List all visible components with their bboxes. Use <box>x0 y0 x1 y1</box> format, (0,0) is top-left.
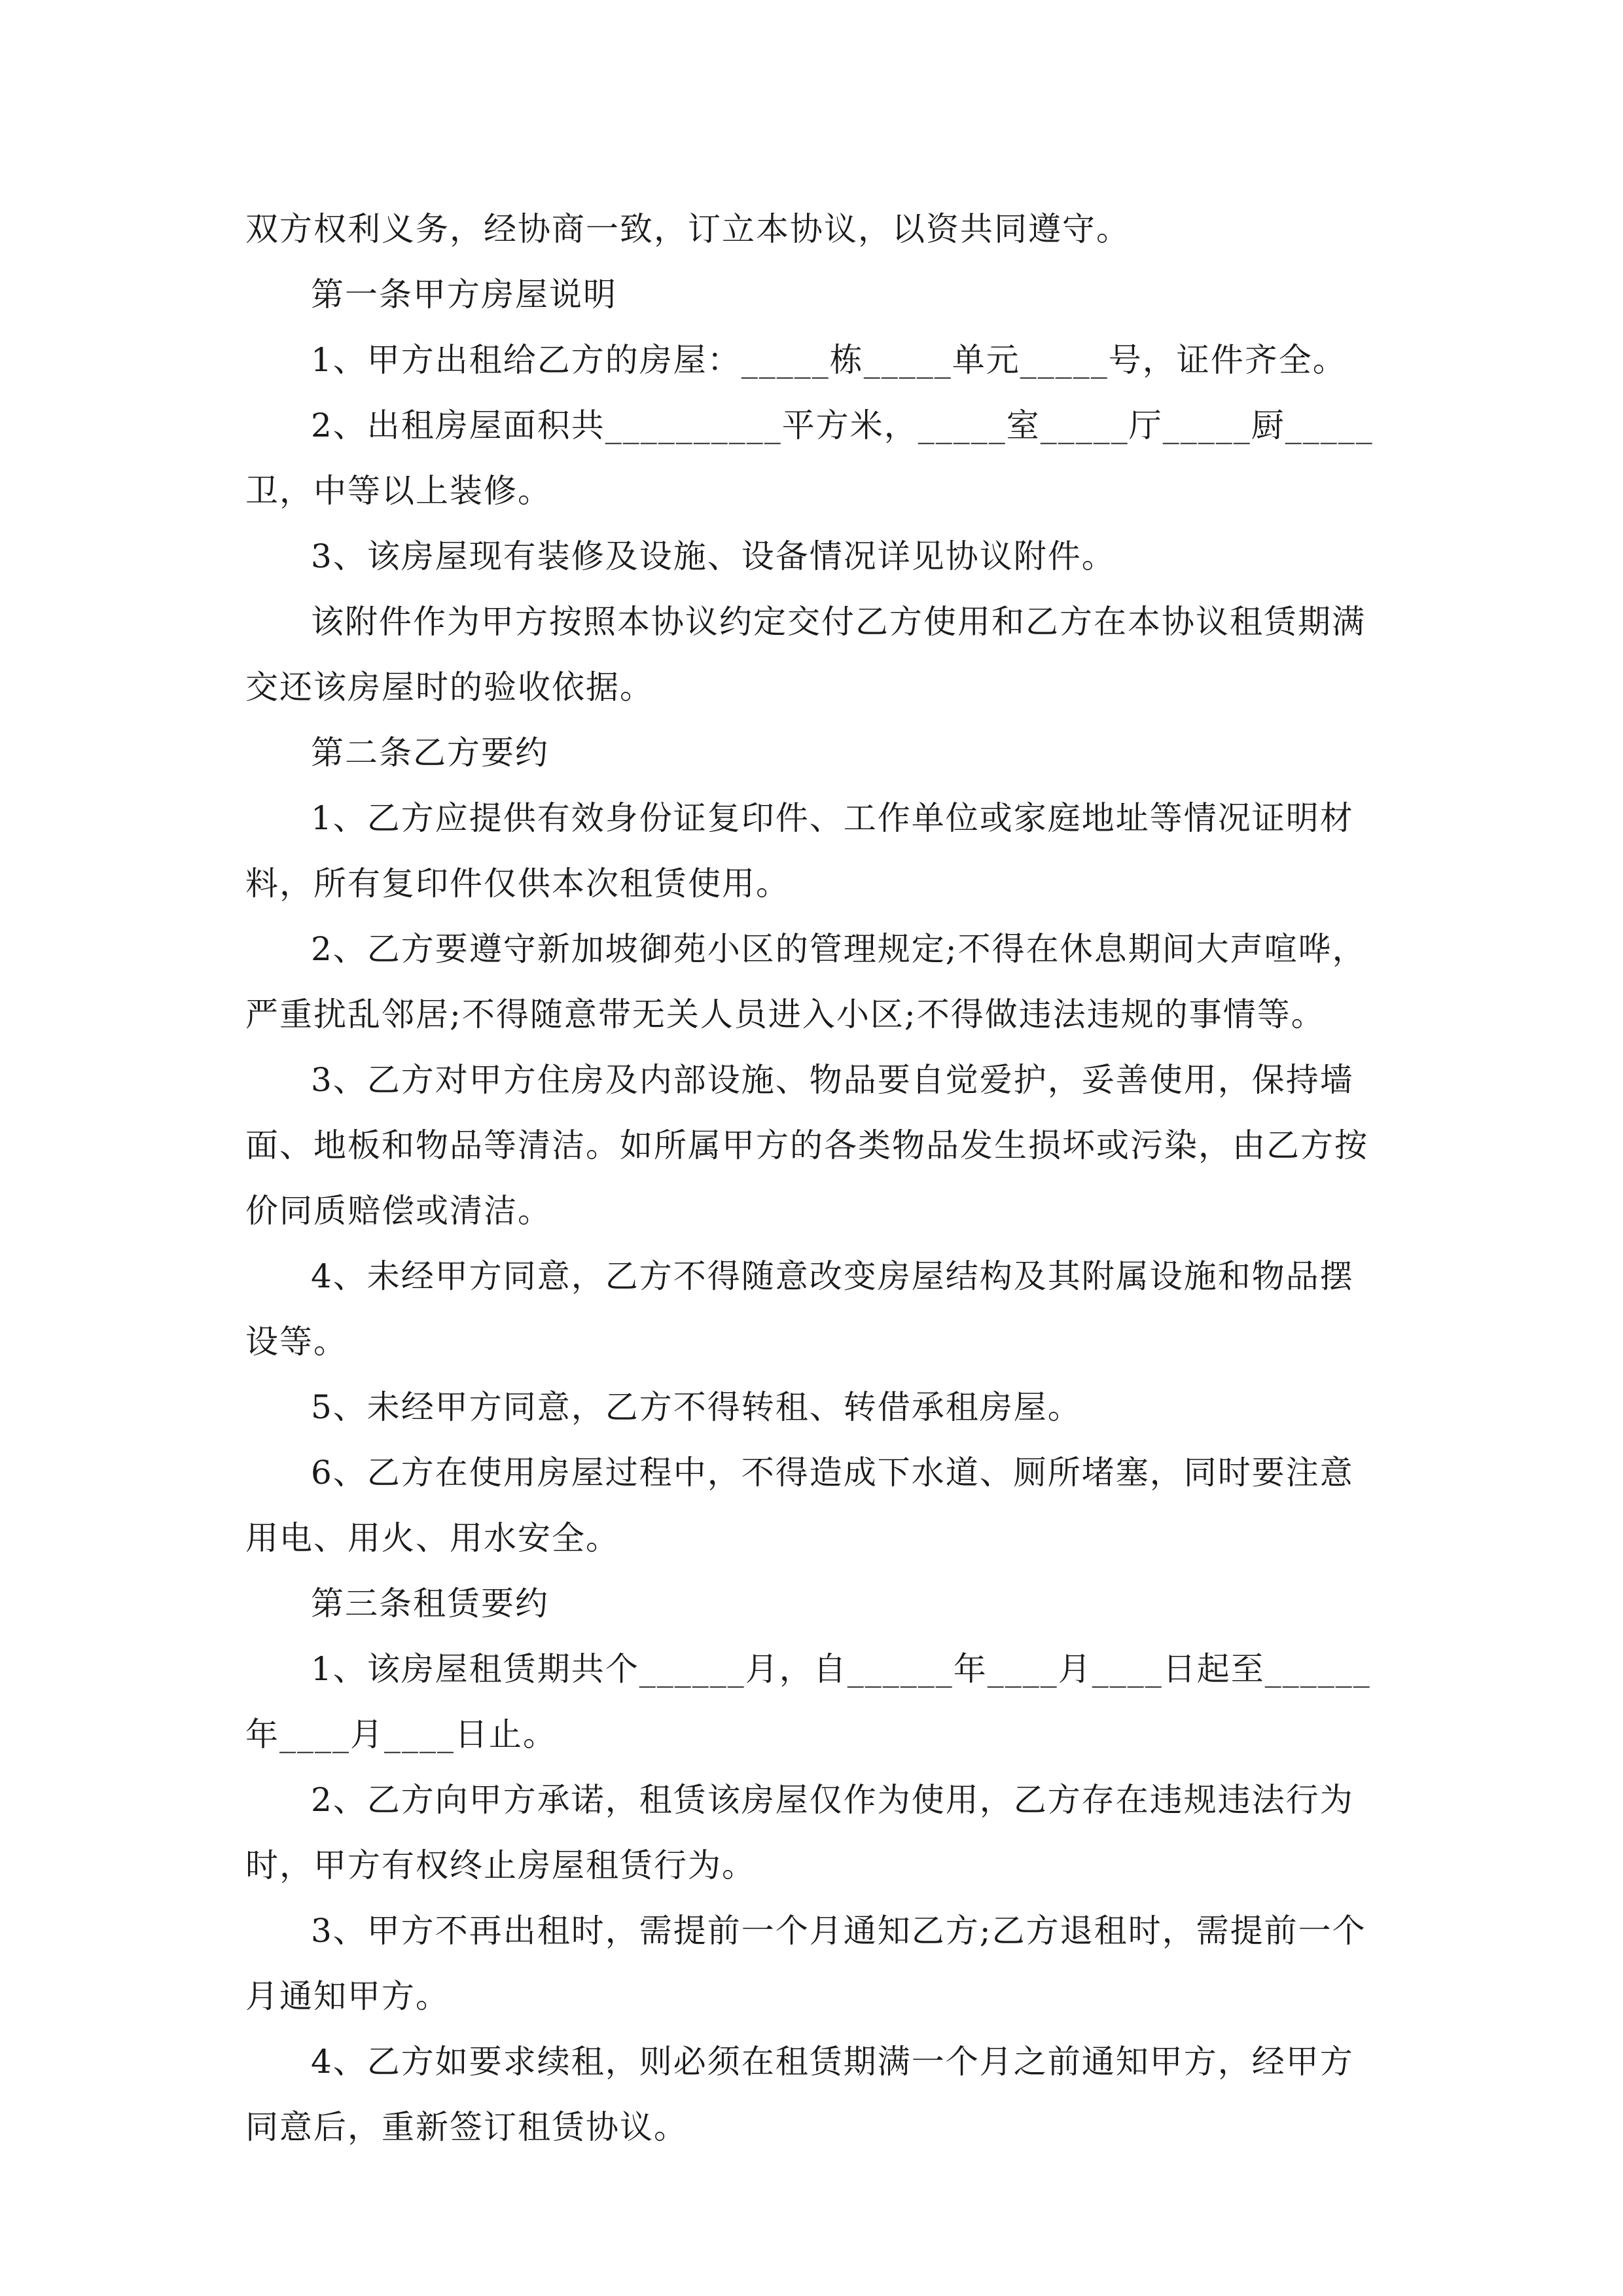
clause-2-4: 4、未经甲方同意，乙方不得随意改变房屋结构及其附属设施和物品摆设等。 <box>245 1257 1354 1361</box>
heading-article-3: 第三条租赁要约 <box>311 1585 549 1623</box>
clause-3-2: 2、乙方向甲方承诺，租赁该房屋仅作为使用，乙方存在违规违法行为时，甲方有权终止房屋租赁行为。 <box>245 1781 1354 1884</box>
paragraph-rights-intro: 双方权利义务，经协商一致，订立本协议，以资共同遵守。 <box>245 210 1130 248</box>
heading-article-2: 第二条乙方要约 <box>311 734 549 772</box>
clause-3-1: 1、该房屋租赁期共个______月，自______年____月____日起至______年____月____日止。 <box>245 1650 1371 1753</box>
clause-2-5: 5、未经甲方同意，乙方不得转租、转借承租房屋。 <box>311 1388 1082 1426</box>
clause-2-1: 1、乙方应提供有效身份证复印件、工作单位或家庭地址等情况证明材料，所有复印件仅供本次租赁使用。 <box>245 799 1354 903</box>
clause-3-4: 4、乙方如要求续租，则必须在租赁期满一个月之前通知甲方，经甲方同意后，重新签订租赁协议。 <box>245 2043 1354 2146</box>
clause-1-3: 3、该房屋现有装修及设施、设备情况详见协议附件。 <box>311 537 1116 575</box>
clause-2-3: 3、乙方对甲方住房及内部设施、物品要自觉爱护，妥善使用，保持墙面、地板和物品等清洁。如所属甲方的各类物品发生损坏或污染，由乙方按价同质赔偿或清洁。 <box>245 1061 1368 1230</box>
heading-article-1: 第一条甲方房屋说明 <box>311 276 617 314</box>
paragraph-attachment-note: 该附件作为甲方按照本协议约定交付乙方使用和乙方在本协议租赁期满交还该房屋时的验收依据。 <box>245 603 1366 706</box>
clause-1-1: 1、甲方出租给乙方的房屋：_____栋_____单元_____号，证件齐全。 <box>311 341 1347 379</box>
clause-3-3: 3、甲方不再出租时，需提前一个月通知乙方;乙方退租时，需提前一个月通知甲方。 <box>245 1912 1366 2015</box>
clause-1-2: 2、出租房屋面积共__________平方米，_____室_____厅_____厨_____卫，中等以上装修。 <box>245 406 1374 510</box>
clause-2-6: 6、乙方在使用房屋过程中，不得造成下水道、厕所堵塞，同时要注意用电、用火、用水安全。 <box>245 1454 1354 1557</box>
clause-2-2: 2、乙方要遵守新加坡御苑小区的管理规定;不得在休息期间大声喧哗，严重扰乱邻居;不得随意带无关人员进入小区;不得做违法违规的事情等。 <box>245 930 1366 1033</box>
document-page <box>245 196 1378 2160</box>
